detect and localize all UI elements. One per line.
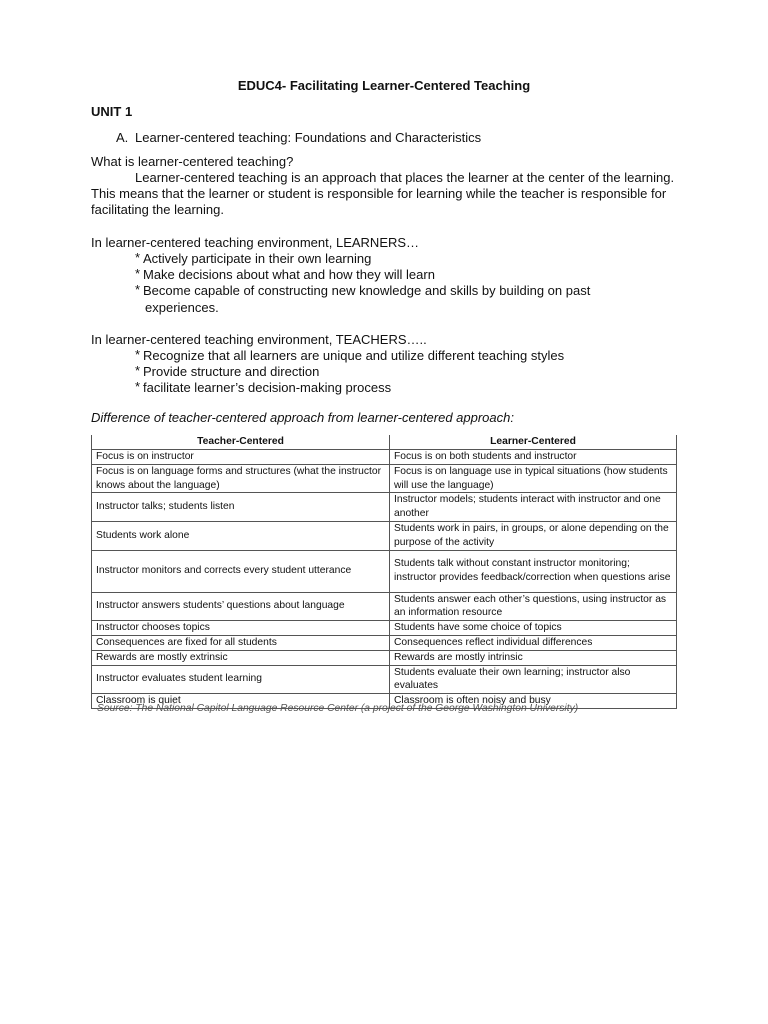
teacher-cell: Focus is on language forms and structures (what the instructor knows about the language) xyxy=(92,464,390,493)
table-row xyxy=(92,665,677,694)
table-row xyxy=(92,550,677,592)
definition-paragraph: Learner-centered teaching is an approach that places the learner at the center of the learning. This means that the learner or student is responsible for learning while the teacher is responsible for facilitating the learning. xyxy=(91,170,675,217)
source-citation: Source: The National Capitol Language Resource Center (a project of the George Washington University) xyxy=(97,703,579,714)
learners-intro: In learner-centered teaching environment, LEARNERS… xyxy=(91,235,420,250)
section-marker: A. xyxy=(116,130,129,145)
learner-cell: Students talk without constant instructor monitoring; instructor provides feedback/correction when questions arise xyxy=(390,550,677,592)
unit-heading: UNIT 1 xyxy=(91,104,133,119)
learner-cell: Rewards are mostly intrinsic xyxy=(390,650,677,665)
teachers-intro: In learner-centered teaching environment, TEACHERS….. xyxy=(91,332,427,347)
teacher-cell: Focus is on instructor xyxy=(92,450,390,465)
learner-cell: Focus is on language use in typical situations (how students will use the language) xyxy=(390,464,677,493)
question-heading: What is learner-centered teaching? xyxy=(91,154,294,169)
learner-cell: Students evaluate their own learning; instructor also evaluates xyxy=(390,665,677,694)
list-item: * facilitate learner’s decision-making process xyxy=(135,380,643,396)
learner-cell: Instructor models; students interact with instructor and one another xyxy=(390,493,677,522)
teacher-cell: Instructor evaluates student learning xyxy=(92,665,390,694)
column-header-learner-centered: Learner-Centered xyxy=(390,435,677,450)
learner-cell: Students answer each other’s questions, using instructor as an information resource xyxy=(390,592,677,621)
teacher-cell: Students work alone xyxy=(92,521,390,550)
teacher-cell: Consequences are fixed for all students xyxy=(92,635,390,650)
teachers-list xyxy=(135,348,643,397)
list-item: * Provide structure and direction xyxy=(135,364,643,380)
learners-list xyxy=(135,251,643,316)
section-label: Learner-centered teaching: Foundations and Characteristics xyxy=(135,130,482,145)
comparison-table xyxy=(91,435,677,709)
table-row xyxy=(92,450,677,465)
learner-cell: Students have some choice of topics xyxy=(390,621,677,636)
table-row xyxy=(92,464,677,493)
table-row xyxy=(92,621,677,636)
list-item-continuation: experiences. xyxy=(145,299,219,315)
learner-cell: Focus is on both students and instructor xyxy=(390,450,677,465)
column-header-teacher-centered: Teacher-Centered xyxy=(92,435,390,450)
table-header-row xyxy=(92,435,677,450)
learner-cell: Classroom is often noisy and busy xyxy=(390,694,677,709)
list-item xyxy=(135,283,643,315)
list-item: * Actively participate in their own learning xyxy=(135,251,643,267)
learner-cell: Students work in pairs, in groups, or alone depending on the purpose of the activity xyxy=(390,521,677,550)
table-caption: Difference of teacher-centered approach from learner-centered approach: xyxy=(91,410,514,425)
table-row xyxy=(92,493,677,522)
table-row xyxy=(92,521,677,550)
list-item: * Make decisions about what and how they will learn xyxy=(135,267,643,283)
teacher-cell: Instructor answers students’ questions about language xyxy=(92,592,390,621)
document-title: EDUC4- Facilitating Learner-Centered Teaching xyxy=(237,78,531,93)
table-row xyxy=(92,650,677,665)
learner-cell: Consequences reflect individual differences xyxy=(390,635,677,650)
teacher-cell: Instructor chooses topics xyxy=(92,621,390,636)
table-row xyxy=(92,635,677,650)
table-row xyxy=(92,592,677,621)
teacher-cell: Instructor monitors and corrects every student utterance xyxy=(92,550,390,592)
teacher-cell: Classroom is quiet xyxy=(92,694,390,709)
list-item-text: Become capable of constructing new knowledge and skills by building on past xyxy=(143,283,591,299)
list-item: * Recognize that all learners are unique and utilize different teaching styles xyxy=(135,348,643,364)
teacher-cell: Instructor talks; students listen xyxy=(92,493,390,522)
section-heading xyxy=(116,130,481,145)
teacher-cell: Rewards are mostly extrinsic xyxy=(92,650,390,665)
